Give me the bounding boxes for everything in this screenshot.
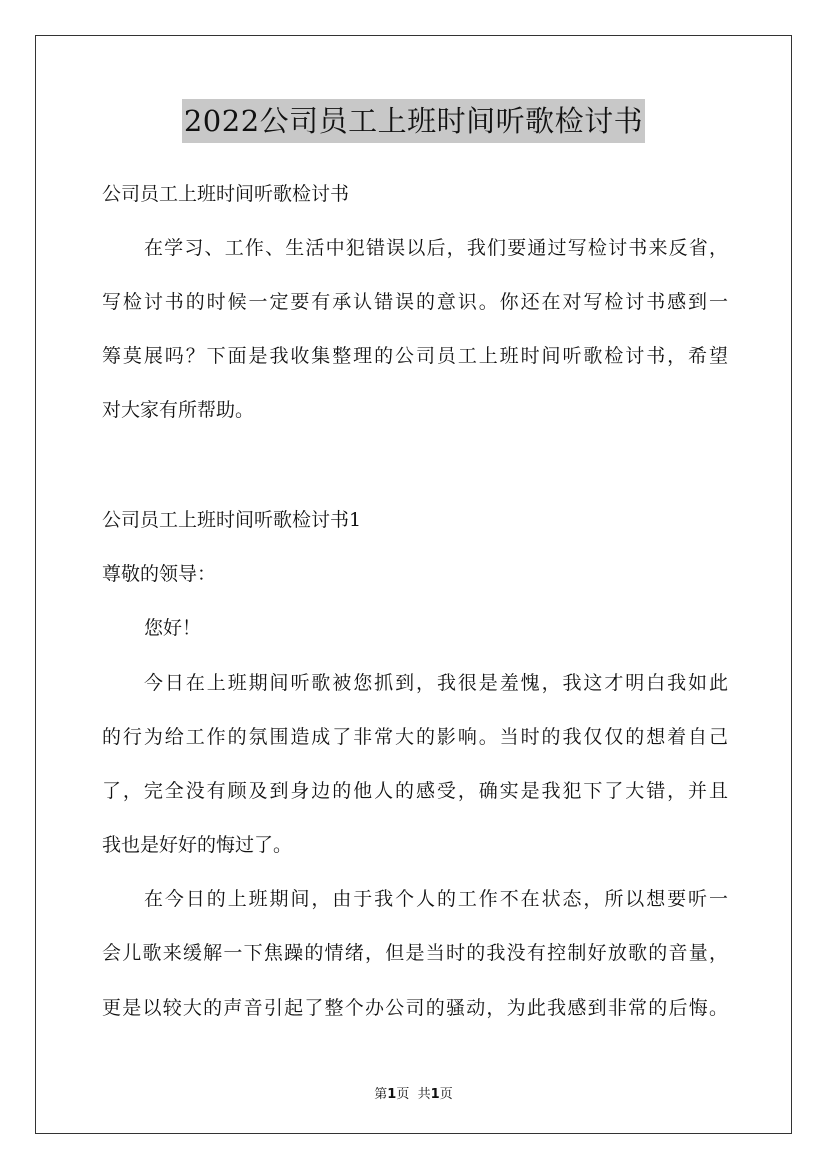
paragraph-line: 会儿歌来缓解一下焦躁的情绪，但是当时的我没有控制好放歌的音量， (102, 942, 728, 964)
total-label-suffix: 页 (439, 1087, 453, 1102)
greeting: 您好！ (144, 617, 202, 639)
page-label-prefix: 第 (374, 1087, 388, 1102)
paragraph-line: 写检讨书的时候一定要有承认错误的意识。你还在对写检讨书感到一 (102, 291, 728, 313)
paragraph-line: 了，完全没有顾及到身边的他人的感受，确实是我犯下了大错，并且 (102, 780, 728, 802)
total-label-prefix: 共 (417, 1087, 431, 1102)
paragraph-line: 在学习、工作、生活中犯错误以后，我们要通过写检讨书来反省， (144, 237, 728, 259)
total-pages: 1 (430, 1087, 440, 1102)
paragraph-line: 今日在上班期间听歌被您抓到，我很是羞愧，我这才明白我如此 (144, 672, 728, 694)
section-heading: 公司员工上班时间听歌检讨书1 (102, 509, 362, 531)
page-footer (0, 1083, 827, 1102)
page-label-suffix: 页 (396, 1087, 410, 1102)
page-number: 1 (387, 1087, 397, 1102)
paragraph-line: 在今日的上班期间，由于我个人的工作不在状态，所以想要听一 (144, 888, 728, 910)
title-container (0, 99, 827, 143)
document-title: 2022公司员工上班时间听歌检讨书 (182, 99, 645, 143)
paragraph-line: 我也是好好的悔过了。 (102, 834, 293, 856)
subtitle-line: 公司员工上班时间听歌检讨书 (102, 183, 350, 205)
paragraph-line: 对大家有所帮助。 (102, 399, 255, 421)
paragraph-line: 的行为给工作的氛围造成了非常大的影响。当时的我仅仅的想着自己 (102, 726, 728, 748)
paragraph-line: 更是以较大的声音引起了整个办公司的骚动，为此我感到非常的后悔。 (102, 997, 728, 1019)
salutation: 尊敬的领导： (102, 563, 217, 585)
paragraph-line: 筹莫展吗？下面是我收集整理的公司员工上班时间听歌检讨书，希望 (102, 345, 728, 367)
